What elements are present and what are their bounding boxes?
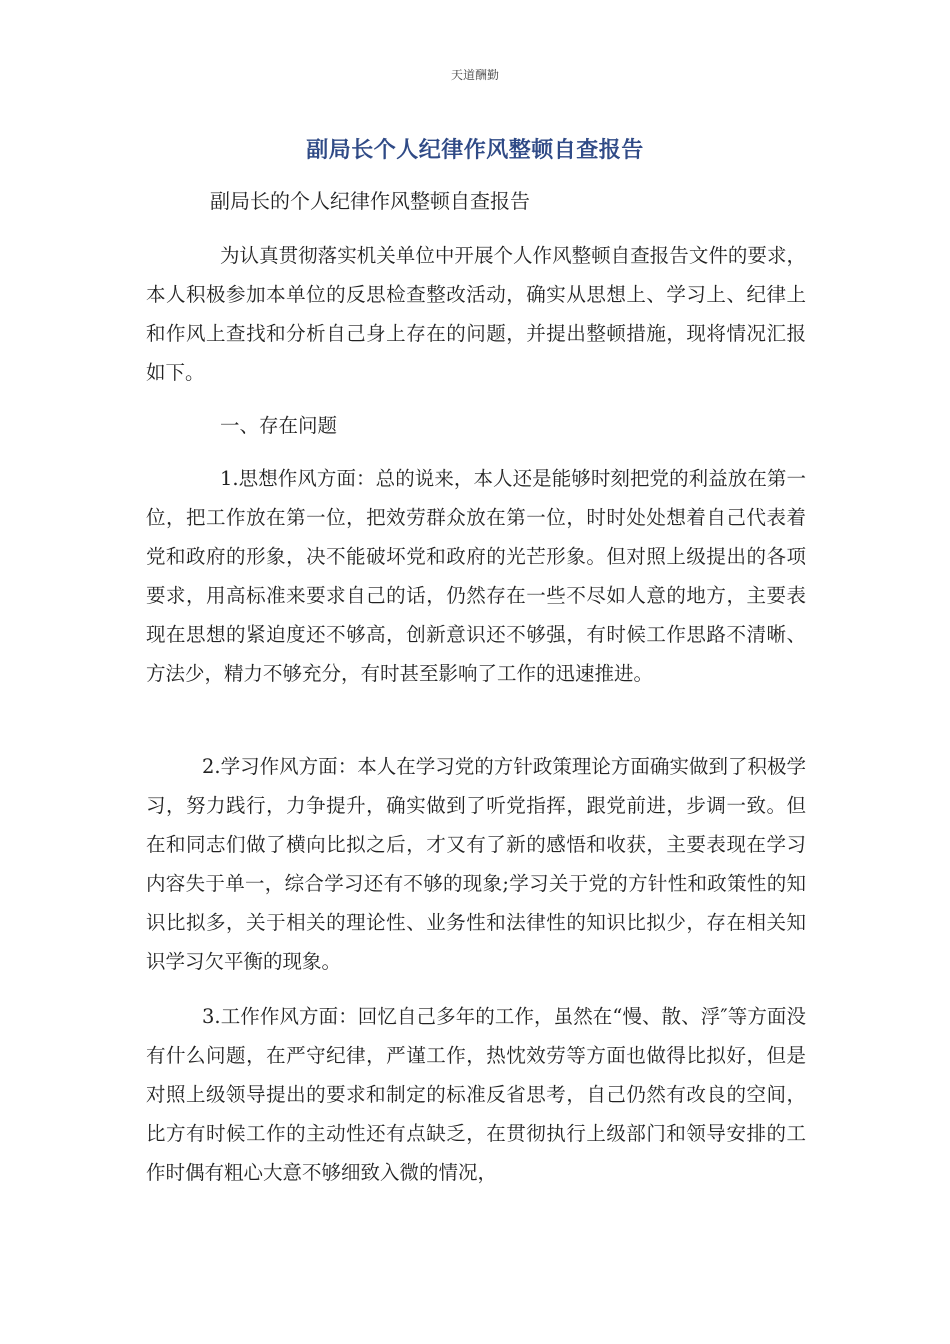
- page-header: 天道酬勤: [450, 68, 499, 82]
- document-title: 副局长个人纪律作风整顿自查报告: [306, 138, 644, 163]
- paragraph-thought-style: 1.思想作风方面：总的说来，本人还是能够时刻把党的利益放在第一位，把工作放在第一位，把效劳群众放在第一位，时时处处想着自己代表着党和政府的形象，决不能破坏党和政府的光芒形象。但对照上级提出的各项要求，用高标准来要求自己的话，仍然存在一些不尽如人意的地方，主要表现在思想的紧迫度还不够高，创新意识还不够强，有时候工作思路不清晰、方法少，精力不够充分，有时甚至影响了工作的迅速推进。: [146, 467, 806, 685]
- paragraph-study-style: 2.学习作风方面：本人在学习党的方针政策理论方面确实做到了积极学习，努力践行，力争提升，确实做到了听党指挥，跟党前进，步调一致。但在和同志们做了横向比拟之后，才又有了新的感悟和收获，主要表现在学习内容失于单一，综合学习还有不够的现象;学习关于党的方针性和政策性的知识比拟多，关于相关的理论性、业务性和法律性的知识比拟少，存在相关知识学习欠平衡的现象。: [146, 755, 806, 973]
- intro-paragraph: 为认真贯彻落实机关单位中开展个人作风整顿自查报告文件的要求，本人积极参加本单位的反思检查整改活动，确实从思想上、学习上、纪律上和作风上查找和分析自己身上存在的问题，并提出整顿措施，现将情况汇报如下。: [146, 244, 806, 384]
- document-subtitle: 副局长的个人纪律作风整顿自查报告: [210, 189, 530, 213]
- section-heading: 一、存在问题: [220, 414, 338, 437]
- paragraph-work-style: 3.工作作风方面：回忆自己多年的工作，虽然在“慢、散、浮″等方面没有什么问题，在严守纪律，严谨工作，热忱效劳等方面也做得比拟好，但是对照上级领导提出的要求和制定的标准反省思考，自己仍然有改良的空间，比方有时候工作的主动性还有点缺乏，在贯彻执行上级部门和领导安排的工作时偶有粗心大意不够细致入微的情况，: [146, 1005, 806, 1184]
